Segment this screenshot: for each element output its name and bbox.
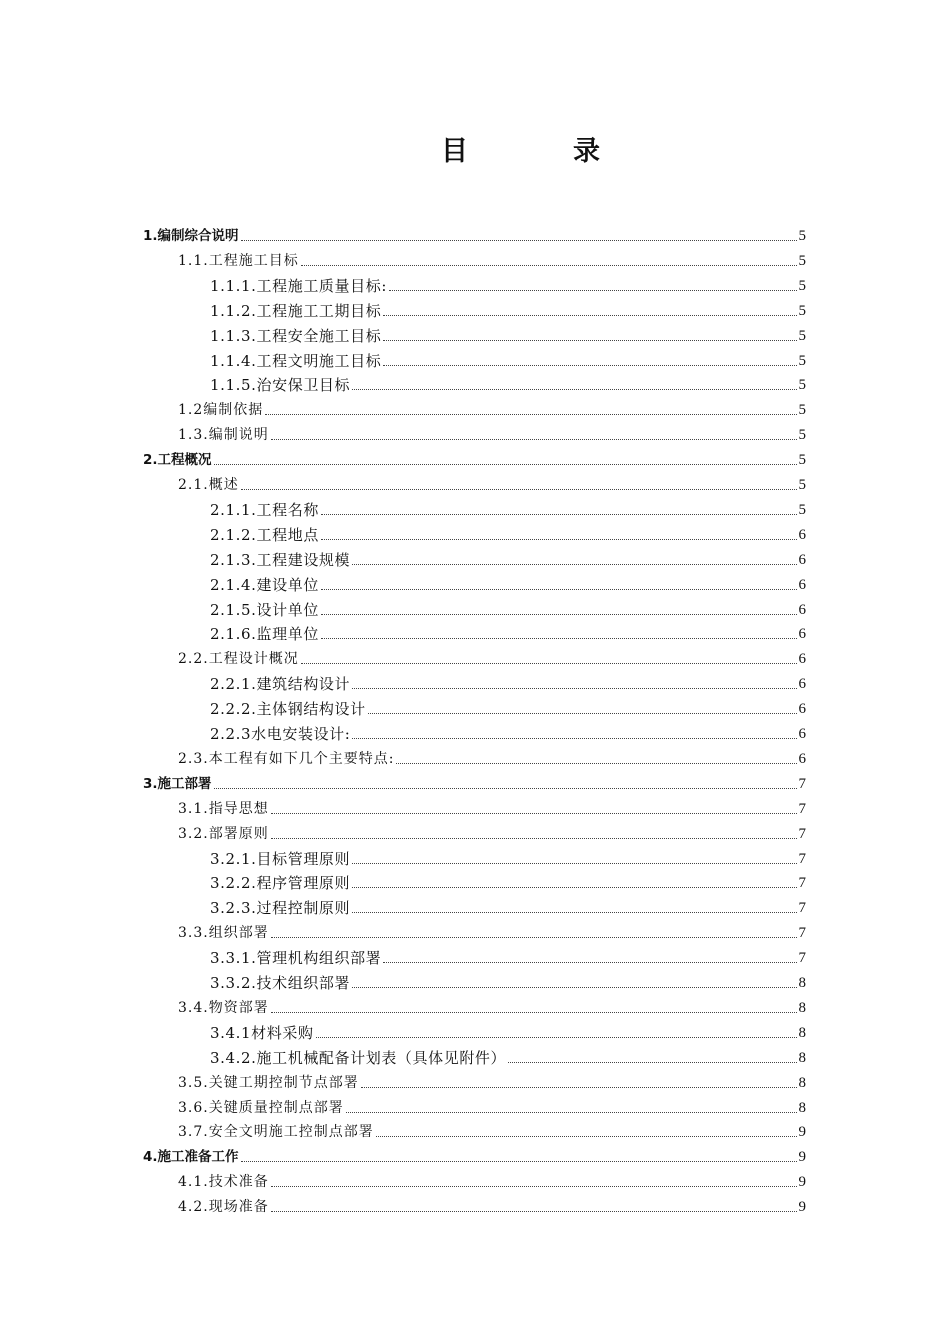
toc-entry-page-number: 5 <box>798 427 806 444</box>
toc-entry-label: 3.5.关键工期控制节点部署 <box>178 1074 359 1091</box>
toc-entry-label: 2.1.概述 <box>178 477 239 493</box>
toc-entry-label: 2.工程概况 <box>143 452 212 469</box>
toc-entry-label: 3.3.1.管理机构组织部署 <box>210 949 382 968</box>
toc-entry-page-number: 5 <box>798 377 806 394</box>
toc-leader-dots <box>346 1111 797 1113</box>
toc-entry-label: 1.1.工程施工目标 <box>178 252 299 269</box>
toc-entry-page-number: 6 <box>798 701 806 718</box>
toc-entry-page-number: 6 <box>798 626 806 643</box>
toc-leader-dots <box>396 762 796 764</box>
toc-entry[interactable] <box>143 224 806 248</box>
toc-leader-dots <box>376 1135 797 1137</box>
toc-leader-dots <box>383 314 796 316</box>
toc-entry[interactable] <box>210 622 806 646</box>
toc-entry[interactable] <box>210 896 806 920</box>
toc-entry[interactable] <box>210 722 806 746</box>
toc-entry-page-number: 5 <box>798 477 806 493</box>
toc-entry[interactable] <box>178 1195 806 1219</box>
toc-entry-page-number: 8 <box>798 1049 806 1066</box>
toc-leader-dots <box>368 712 797 714</box>
toc-entry-page-number: 7 <box>798 950 806 967</box>
toc-entry-page-number: 9 <box>798 1174 806 1191</box>
toc-leader-dots <box>321 538 797 540</box>
toc-entry-page-number: 6 <box>798 651 806 668</box>
toc-entry[interactable] <box>210 299 806 323</box>
toc-entry-label: 3.3.组织部署 <box>178 925 269 942</box>
toc-entry[interactable] <box>210 324 806 348</box>
toc-entry[interactable] <box>210 1021 806 1045</box>
toc-entry[interactable] <box>178 1071 806 1095</box>
toc-entry[interactable] <box>178 1096 806 1120</box>
toc-entry-page-number: 5 <box>798 501 806 518</box>
toc-entry[interactable] <box>210 598 806 622</box>
toc-entry-page-number: 6 <box>798 551 806 568</box>
toc-entry[interactable] <box>210 946 806 970</box>
toc-leader-dots <box>352 563 796 565</box>
toc-leader-dots <box>271 438 797 440</box>
toc-entry-page-number: 7 <box>798 775 806 792</box>
toc-entry[interactable] <box>210 672 806 696</box>
toc-entry-label: 3.4.1材料采购 <box>210 1023 314 1042</box>
toc-leader-dots <box>271 1185 797 1187</box>
toc-leader-dots <box>361 1086 797 1088</box>
toc-entry-page-number: 5 <box>798 402 806 419</box>
toc-entry-page-number: 5 <box>798 277 806 294</box>
toc-entry-page-number: 7 <box>798 875 806 892</box>
toc-entry-label: 2.2.工程设计概况 <box>178 651 299 668</box>
toc-entry[interactable] <box>210 523 806 547</box>
toc-entry-label: 4.2.现场准备 <box>178 1199 269 1216</box>
toc-entry-page-number: 5 <box>798 352 806 369</box>
toc-entry[interactable] <box>178 249 806 273</box>
toc-entry-page-number: 5 <box>798 327 806 344</box>
toc-entry-label: 1.2编制依据 <box>178 402 264 419</box>
toc-leader-dots <box>214 463 797 465</box>
toc-leader-dots <box>389 289 797 291</box>
toc-entry-label: 3.1.指导思想 <box>178 800 269 817</box>
toc-entry-label: 4.1.技术准备 <box>178 1174 269 1191</box>
toc-entry-page-number: 9 <box>798 1199 806 1216</box>
toc-entry[interactable] <box>210 498 806 522</box>
toc-entry-page-number: 8 <box>798 1074 806 1091</box>
toc-entry[interactable] <box>178 647 806 671</box>
toc-leader-dots <box>352 886 796 888</box>
toc-entry[interactable] <box>210 573 806 597</box>
toc-entry[interactable] <box>178 398 806 422</box>
toc-entry-label: 3.4.2.施工机械配备计划表（具体见附件） <box>210 1048 507 1067</box>
toc-leader-dots <box>352 737 796 739</box>
toc-title-char-1: 目 <box>441 136 468 167</box>
toc-entry-label: 2.1.4.建设单位 <box>210 575 319 594</box>
toc-entry[interactable] <box>178 423 806 447</box>
toc-entry-page-number: 5 <box>798 228 806 244</box>
toc-entry-page-number: 5 <box>798 252 806 269</box>
toc-leader-dots <box>352 388 796 390</box>
toc-entry[interactable] <box>178 1120 806 1144</box>
toc-entry[interactable] <box>210 971 806 995</box>
toc-entry-label: 3.2.1.目标管理原则 <box>210 849 351 868</box>
toc-entry[interactable] <box>210 871 806 895</box>
toc-entry-label: 1.1.5.治安保卫目标 <box>210 376 351 395</box>
toc-entry[interactable] <box>178 822 806 846</box>
toc-entry-label: 1.1.4.工程文明施工目标 <box>210 351 382 370</box>
toc-entry-page-number: 6 <box>798 726 806 742</box>
toc-entry-label: 3.3.2.技术组织部署 <box>210 974 351 992</box>
toc-entry-page-number: 6 <box>798 676 806 693</box>
toc-entry-label: 4.施工准备工作 <box>143 1149 239 1166</box>
toc-entry-page-number: 6 <box>798 750 806 767</box>
toc-title <box>0 132 950 172</box>
toc-leader-dots <box>321 637 797 639</box>
toc-entry[interactable] <box>178 473 806 497</box>
toc-entry[interactable] <box>210 697 806 721</box>
toc-leader-dots <box>383 339 796 341</box>
toc-entry-page-number: 7 <box>798 925 806 942</box>
toc-entry-page-number: 9 <box>798 1124 806 1141</box>
toc-entry-label: 2.1.1.工程名称 <box>210 500 319 519</box>
toc-leader-dots <box>301 264 797 266</box>
toc-leader-dots <box>271 936 797 938</box>
toc-entry-label: 2.1.3.工程建设规模 <box>210 550 351 569</box>
toc-leader-dots <box>271 1011 797 1013</box>
toc-leader-dots <box>271 812 797 814</box>
toc-entry-page-number: 7 <box>798 800 806 817</box>
toc-entry-page-number: 5 <box>798 302 806 319</box>
toc-entry[interactable] <box>178 797 806 821</box>
toc-entry-label: 2.1.6.监理单位 <box>210 625 319 644</box>
toc-entry-page-number: 7 <box>798 825 806 842</box>
toc-entry-page-number: 6 <box>798 576 806 593</box>
toc-entry[interactable] <box>178 747 806 771</box>
toc-entry-label: 3.6.关键质量控制点部署 <box>178 1099 344 1116</box>
toc-leader-dots <box>241 1160 797 1162</box>
toc-entry-label: 2.1.2.工程地点 <box>210 525 319 544</box>
toc-leader-dots <box>383 364 796 366</box>
toc-leader-dots <box>352 862 796 864</box>
toc-entry-page-number: 8 <box>798 1099 806 1116</box>
toc-leader-dots <box>214 787 797 789</box>
toc-entry-label: 3.2.3.过程控制原则 <box>210 899 351 918</box>
toc-leader-dots <box>352 911 796 913</box>
toc-entry[interactable] <box>143 1145 806 1169</box>
toc-entry-label: 2.2.1.建筑结构设计 <box>210 675 351 694</box>
toc-leader-dots <box>301 662 797 664</box>
toc-leader-dots <box>241 239 797 241</box>
toc-leader-dots <box>271 837 797 839</box>
toc-entry[interactable] <box>210 349 806 373</box>
toc-entry-page-number: 9 <box>798 1149 806 1166</box>
toc-entry-label: 3.2.2.程序管理原则 <box>210 874 351 893</box>
toc-leader-dots <box>383 961 796 963</box>
toc-entry-label: 3.7.安全文明施工控制点部署 <box>178 1124 374 1141</box>
toc-entry[interactable] <box>143 448 806 472</box>
toc-entry-label: 2.3.本工程有如下几个主要特点: <box>178 750 395 767</box>
toc-entry[interactable] <box>210 548 806 572</box>
toc-entry-page-number: 8 <box>798 999 806 1016</box>
toc-entry-label: 2.2.2.主体钢结构设计 <box>210 700 366 719</box>
toc-entry-page-number: 7 <box>798 900 806 917</box>
toc-entry-page-number: 6 <box>798 601 806 618</box>
toc-title-char-2: 录 <box>573 136 600 167</box>
toc-entry-label: 3.4.物资部署 <box>178 999 269 1016</box>
toc-entry-label: 2.1.5.设计单位 <box>210 600 319 619</box>
toc-entry[interactable] <box>210 1046 806 1070</box>
toc-entry[interactable] <box>210 274 806 298</box>
toc-entry[interactable] <box>143 772 806 796</box>
toc-entry-page-number: 5 <box>798 452 806 469</box>
toc-leader-dots <box>271 1210 797 1212</box>
toc-entry-label: 3.施工部署 <box>143 775 212 792</box>
toc-entry-label: 1.1.1.工程施工质量目标: <box>210 276 387 295</box>
toc-entry-label: 1.3.编制说明 <box>178 427 269 444</box>
toc-entry-label: 2.2.3水电安装设计: <box>210 725 351 743</box>
toc-entry[interactable] <box>178 996 806 1020</box>
toc-entry-page-number: 8 <box>798 1024 806 1041</box>
toc-entry-page-number: 6 <box>798 526 806 543</box>
toc-entry[interactable] <box>178 1170 806 1194</box>
toc-leader-dots <box>321 588 797 590</box>
toc-entry-label: 1.1.3.工程安全施工目标 <box>210 326 382 345</box>
toc-leader-dots <box>352 986 796 988</box>
toc-entry[interactable] <box>210 373 806 397</box>
toc-entry-page-number: 7 <box>798 850 806 867</box>
toc-entry[interactable] <box>178 921 806 945</box>
toc-entry-label: 1.1.2.工程施工工期目标 <box>210 301 382 320</box>
toc-leader-dots <box>321 513 797 515</box>
toc-leader-dots <box>508 1061 796 1063</box>
toc-entry[interactable] <box>210 847 806 871</box>
toc-entry-label: 3.2.部署原则 <box>178 825 269 842</box>
toc-leader-dots <box>241 488 797 490</box>
toc-entry-label: 1.编制综合说明 <box>143 228 239 244</box>
toc-entry-page-number: 8 <box>798 975 806 991</box>
toc-leader-dots <box>265 413 796 415</box>
toc-leader-dots <box>352 687 796 689</box>
toc-leader-dots <box>316 1036 797 1038</box>
toc-leader-dots <box>321 613 797 615</box>
